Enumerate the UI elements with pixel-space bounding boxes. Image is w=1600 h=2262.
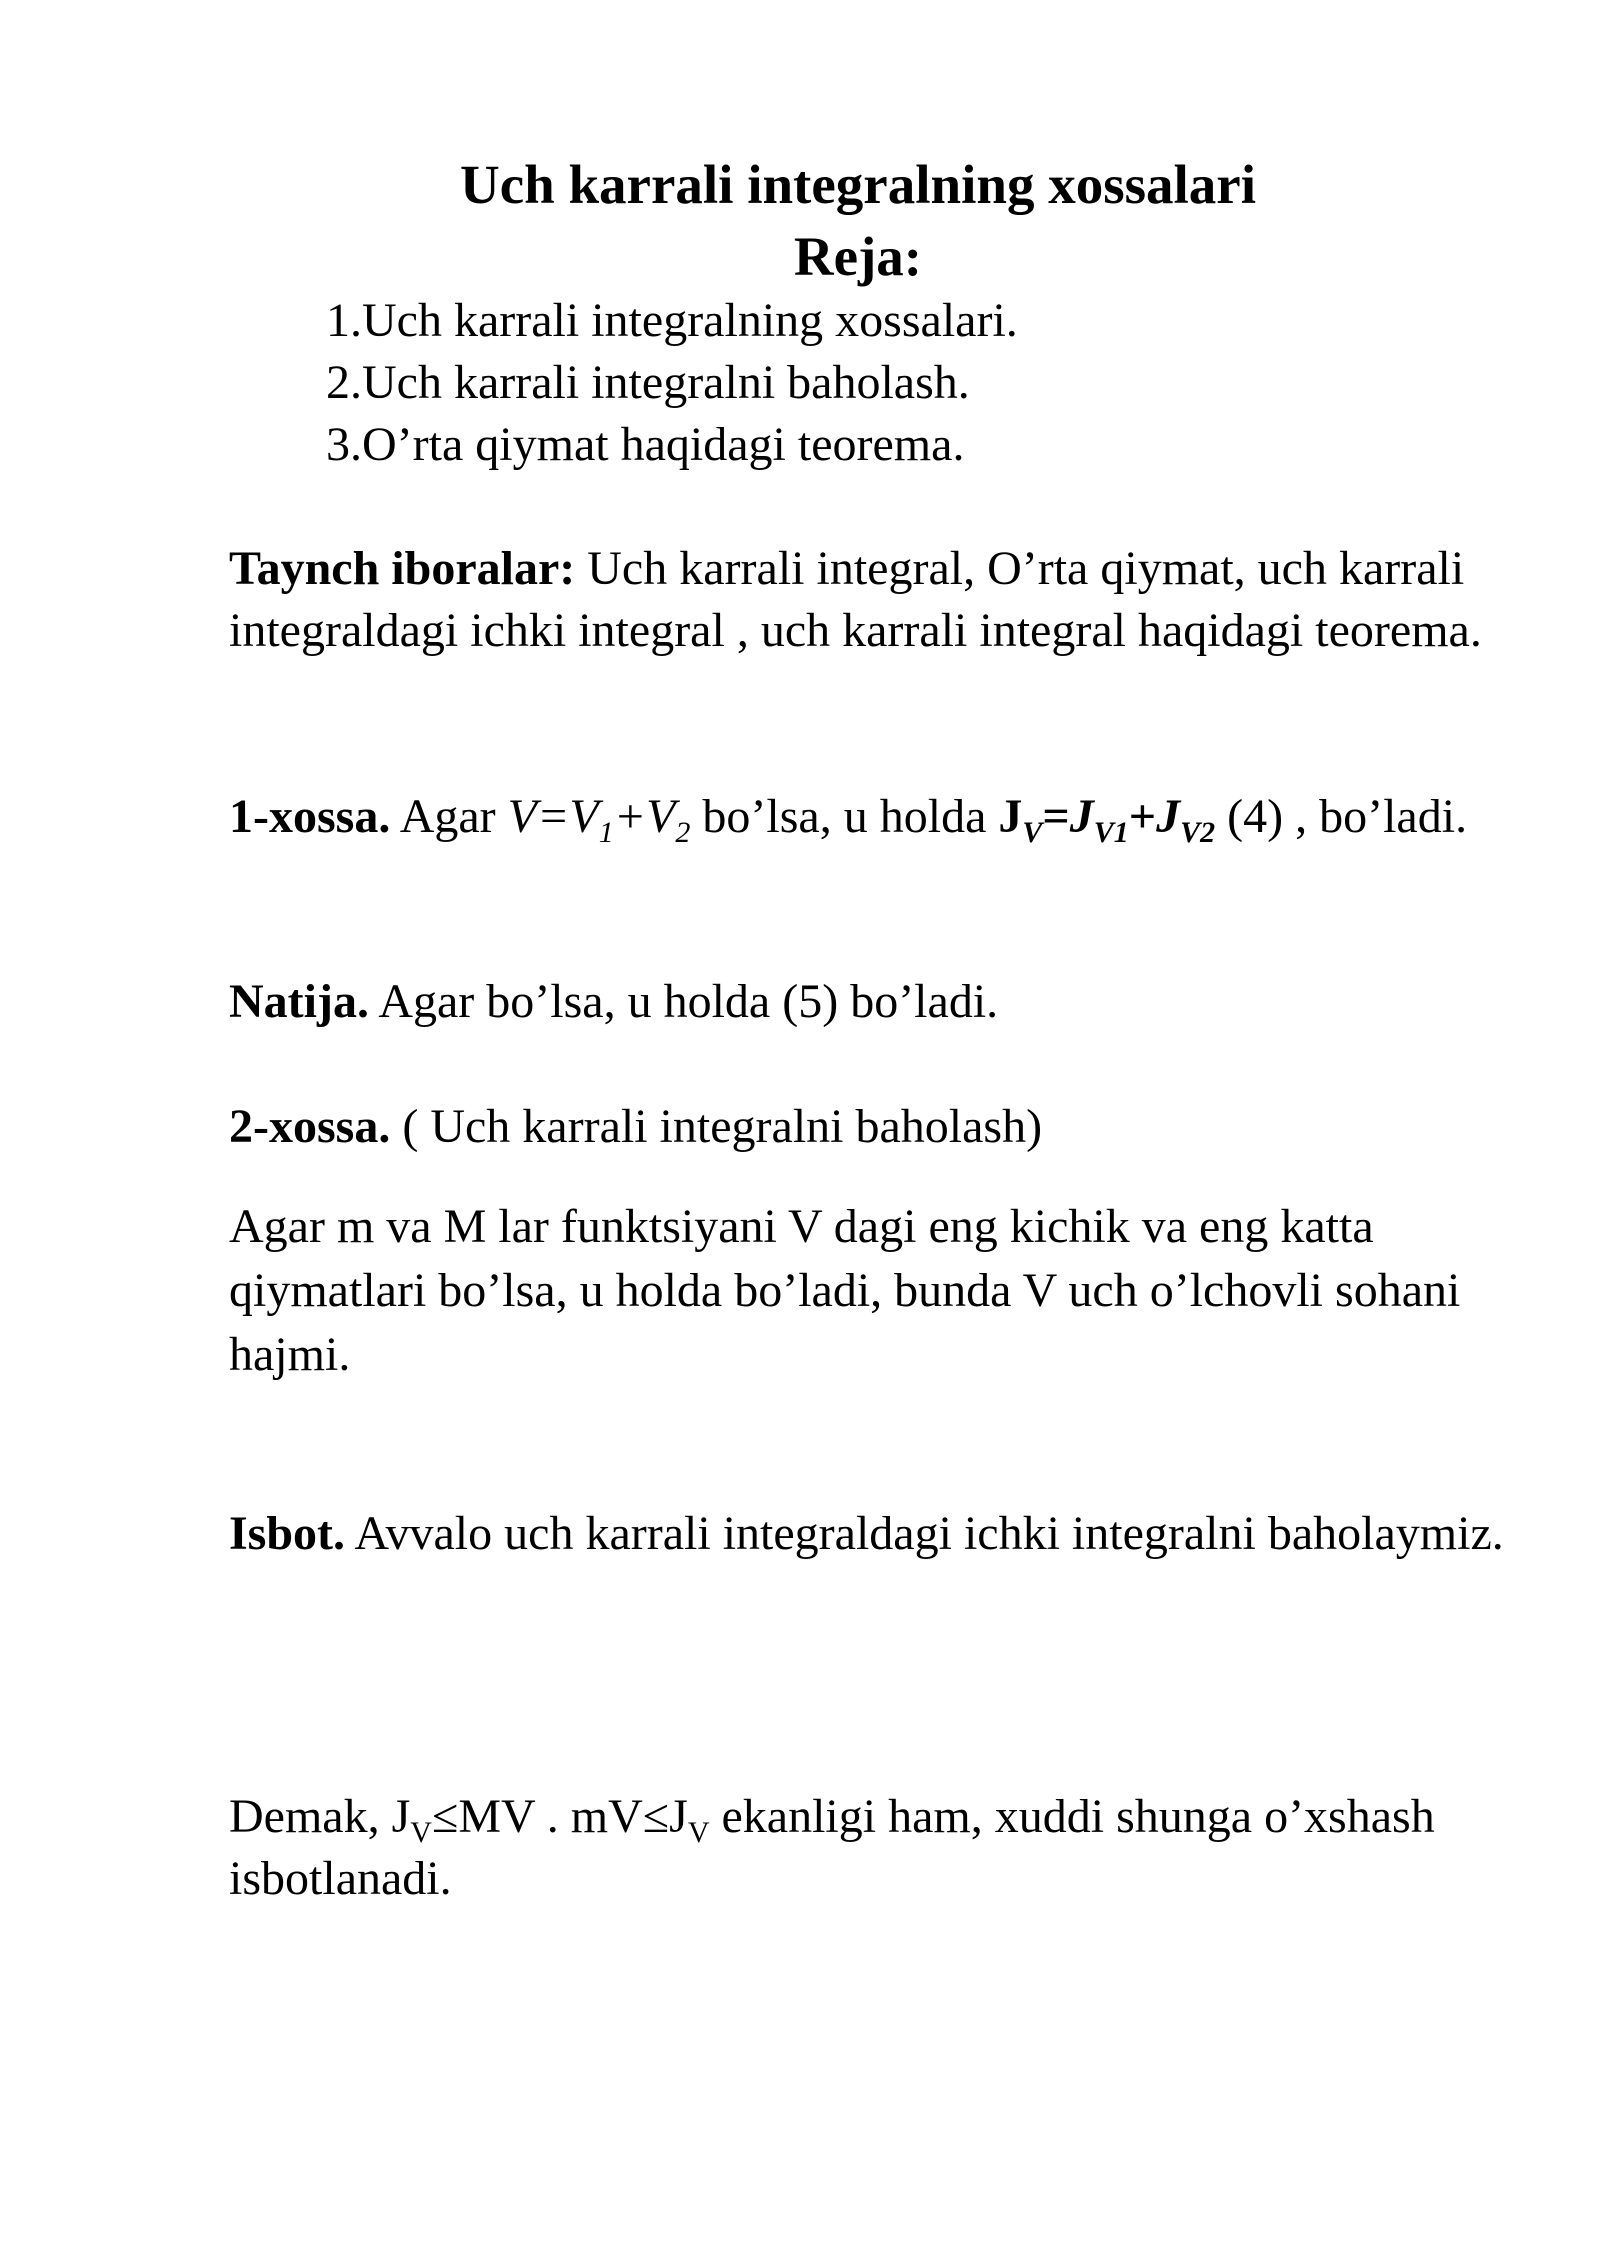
result-j2: J — [1156, 790, 1181, 843]
property2-label: 2-xossa. — [229, 1100, 391, 1153]
plan-heading: Reja: — [793, 226, 923, 287]
document-title: Uch karrali integralning xossalari — [460, 154, 1256, 215]
result-sub-v2: V2 — [1180, 816, 1216, 849]
result-sub-v1: V1 — [1093, 816, 1129, 849]
property1-text-middle: bo’lsa, u holda — [690, 790, 999, 843]
property2-body: Agar m va M lar funktsiyani V dagi eng kichik va eng katta qiymatlari bo’lsa, u holda bo’ladi, bunda V uch o’lchovli sohani hajmi. — [229, 1200, 1461, 1381]
conclusion-sub1: V — [410, 1816, 432, 1849]
formula-v: V — [507, 790, 537, 843]
result-j1: J — [1069, 790, 1094, 843]
conclusion-part2: ≤MV . mV≤J — [431, 1790, 688, 1843]
proof-paragraph — [229, 1503, 1529, 1565]
proof-text: Avvalo uch karrali integraldagi ichki integralni baholaymiz. — [345, 1507, 1504, 1560]
property1-result — [998, 790, 1216, 849]
formula-v2: V — [646, 790, 676, 843]
proof-label: Isbot. — [229, 1507, 346, 1560]
plan-list — [326, 290, 1018, 476]
result-j: J — [998, 790, 1023, 843]
keywords-text: Uch karrali integral, O’rta qiymat, uch karrali integraldagi ichki integral , uch karrali integral haqidagi teorema. — [229, 542, 1482, 657]
property1-text-before: Agar — [390, 790, 508, 843]
result-eq: = — [1042, 790, 1070, 843]
property1-formula — [507, 790, 691, 849]
conclusion-paragraph — [229, 1786, 1529, 1910]
corollary-label: Natija. — [229, 975, 369, 1028]
plan-item: 1.Uch karrali integralning xossalari. — [326, 294, 1018, 347]
corollary-paragraph — [229, 971, 1529, 1033]
plan-item: 2.Uch karrali integralni baholash. — [326, 356, 970, 409]
plan-item: 3.O’rta qiymat haqidagi teorema. — [326, 418, 965, 471]
property1-text-after: (4) , bo’ladi. — [1215, 790, 1468, 843]
property2-text: ( Uch karrali integralni baholash) — [390, 1100, 1043, 1153]
formula-sub2: 2 — [675, 816, 691, 849]
result-plus: + — [1128, 790, 1157, 843]
property1-label: 1-xossa. — [229, 790, 391, 843]
property1-paragraph — [229, 786, 1529, 848]
conclusion-part1: Demak, J — [229, 1790, 411, 1843]
corollary-text: Agar bo’lsa, u holda (5) bo’ladi. — [368, 975, 999, 1028]
keywords-paragraph — [229, 538, 1529, 662]
formula-plus: + — [613, 790, 647, 843]
formula-v1: V — [569, 790, 599, 843]
property2-paragraph — [229, 1096, 1529, 1158]
keywords-label: Taynch iboralar: — [229, 542, 576, 595]
formula-sub1: 1 — [598, 816, 614, 849]
result-sub-v: V — [1022, 816, 1043, 849]
conclusion-part3: ekanligi ham, xuddi shunga o’xshash isbotlanadi. — [229, 1790, 1435, 1905]
formula-eq: = — [536, 790, 570, 843]
conclusion-sub2: V — [687, 1816, 710, 1849]
